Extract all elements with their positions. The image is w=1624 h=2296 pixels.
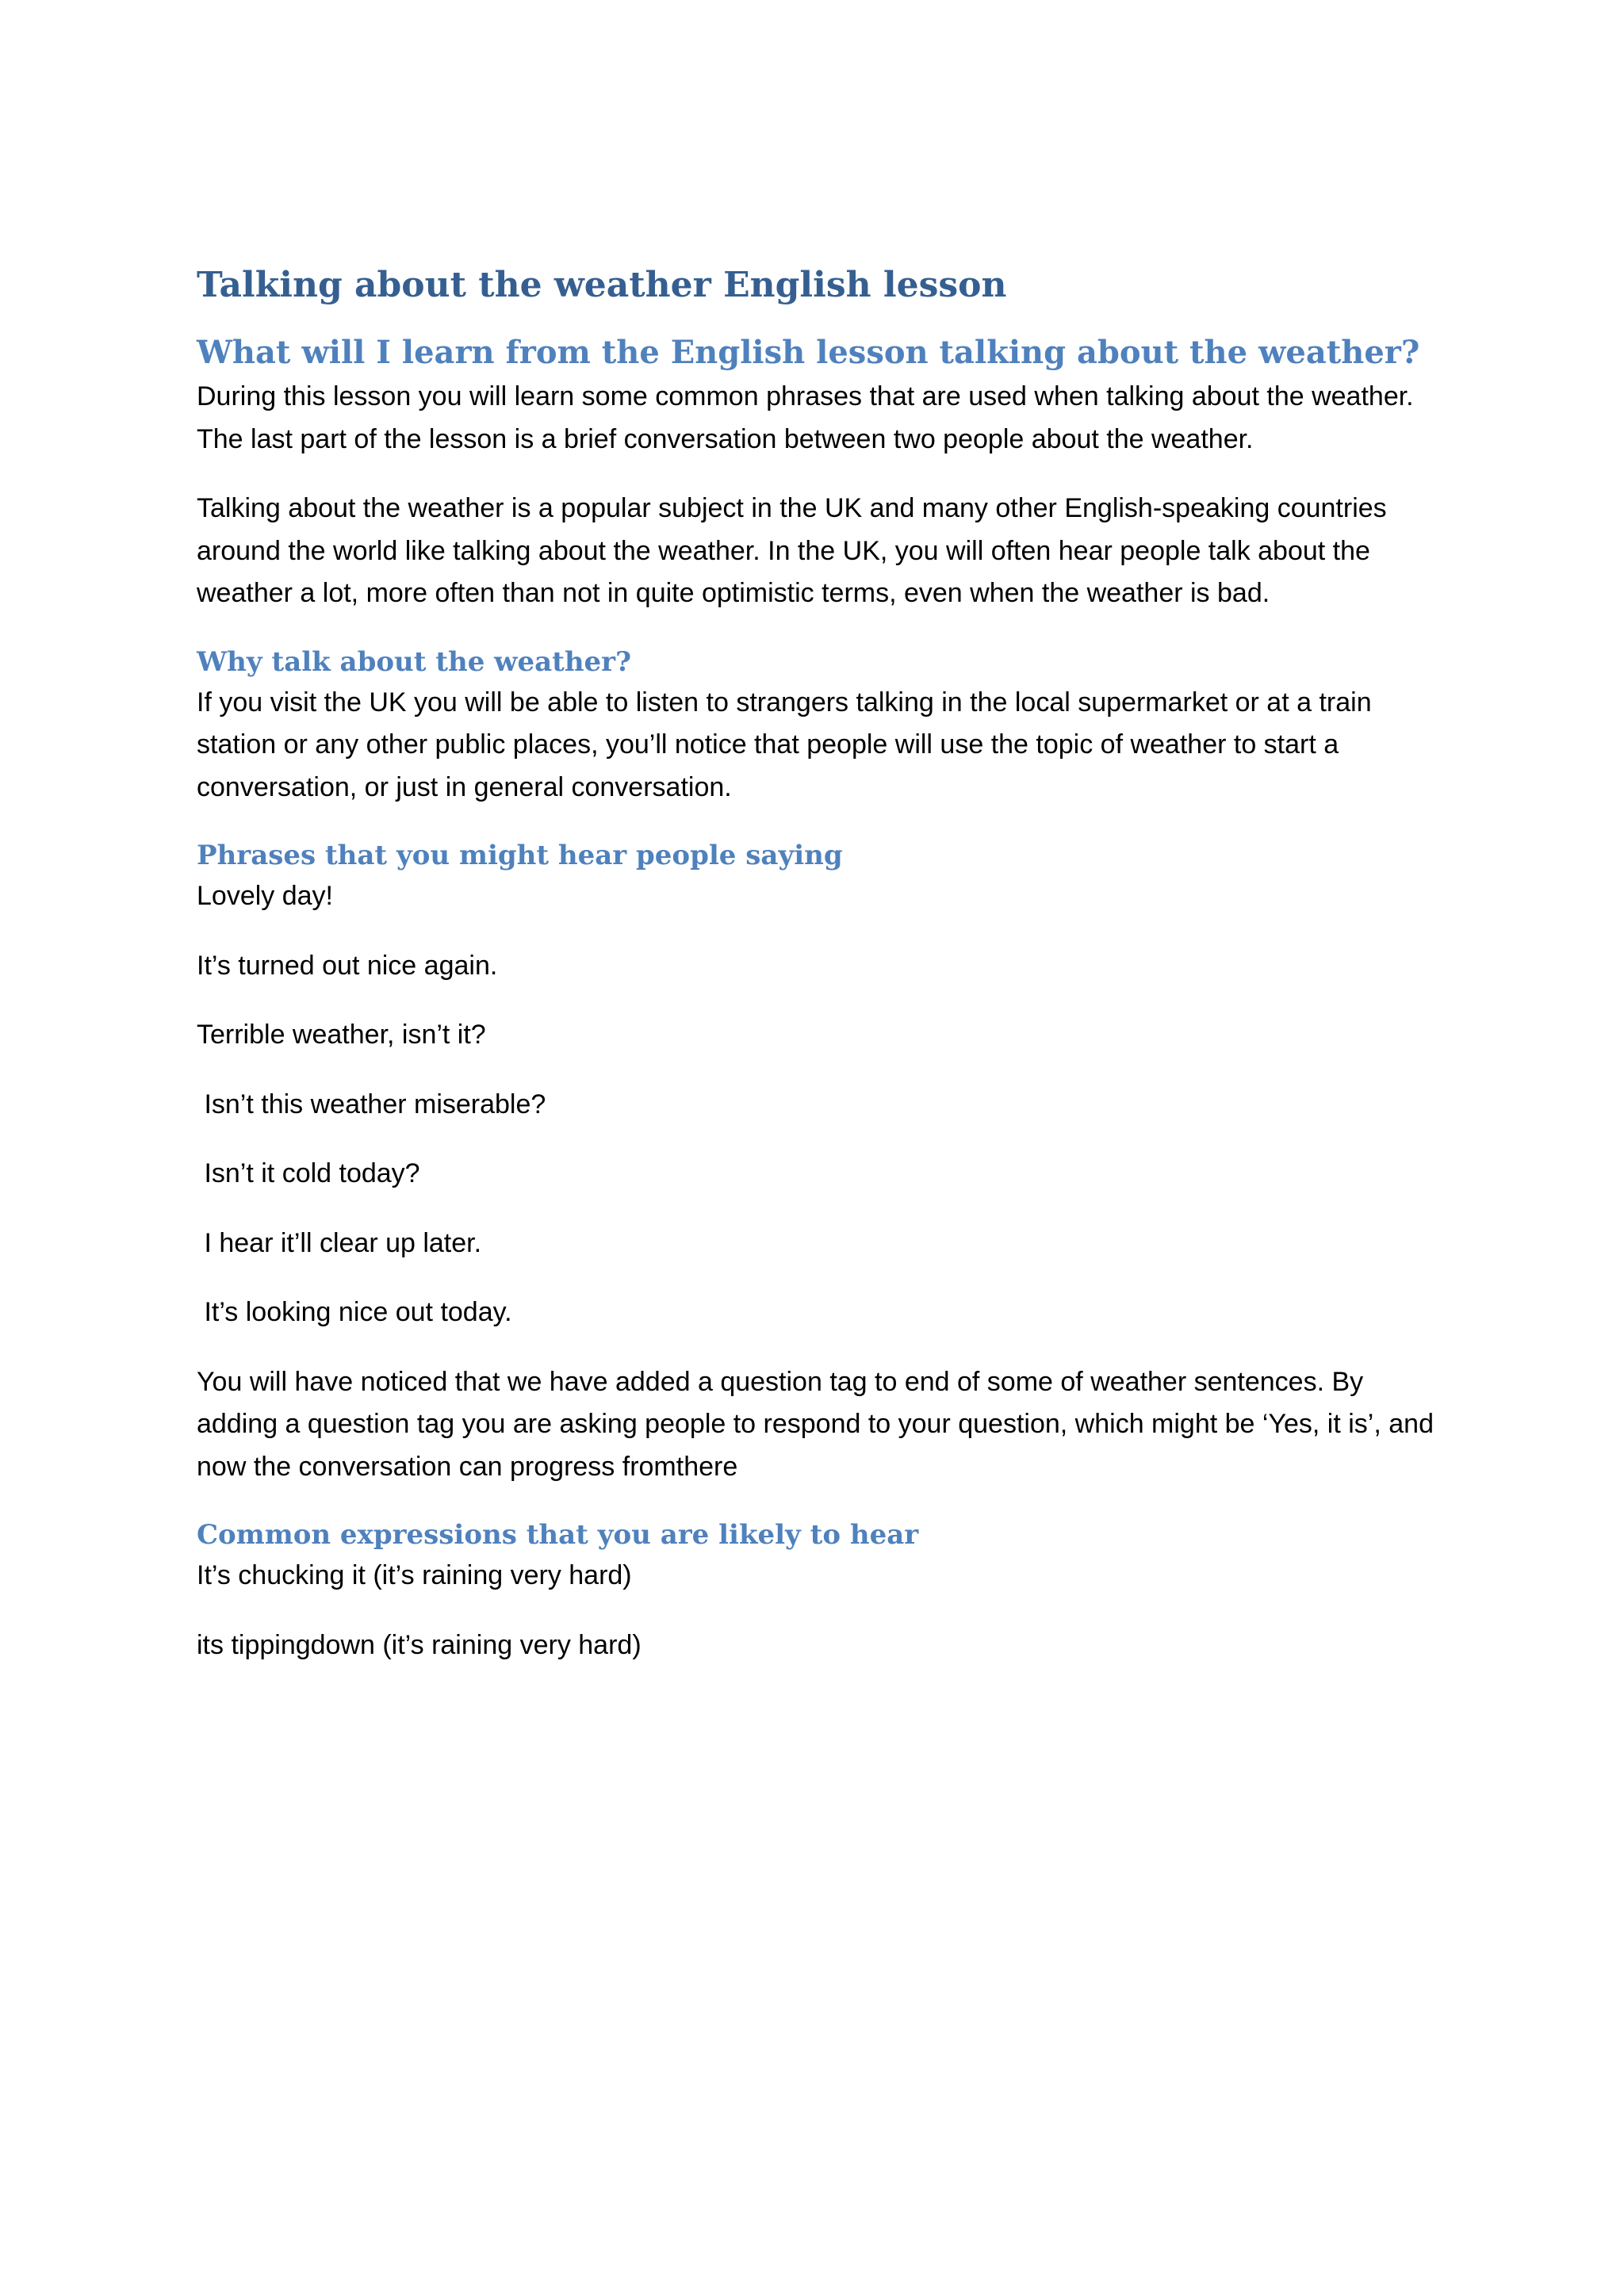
section-phrases	[197, 836, 1450, 1488]
expression-item: its tippingdown (it’s raining very hard)	[197, 1629, 642, 1660]
phrase-item: It’s looking nice out today.	[197, 1297, 512, 1327]
section-heading: Phrases that you might hear people saying	[197, 840, 843, 871]
phrase-item: Isn’t it cold today?	[197, 1158, 420, 1188]
section-what-will-i-learn	[197, 330, 1450, 615]
paragraph: Talking about the weather is a popular subject in the UK and many other English-speaking countries around the world like talking about the weather. In the UK, you will often hear people talk about the weather a lot, more often than not in quite optimistic terms, even when the weather is bad.	[197, 493, 1387, 608]
section-common-expressions	[197, 1515, 1450, 1667]
paragraph: During this lesson you will learn some common phrases that are used when talking about the weather. The last part of the lesson is a brief conversation between two people about the weather.	[197, 381, 1414, 454]
paragraph: You will have noticed that we have added a question tag to end of some of weather sentences. By adding a question tag you are asking people to respond to your question, which might be ‘Yes, it is’, and now the conversation can progress fromthere	[197, 1366, 1434, 1482]
section-heading: Why talk about the weather?	[197, 645, 632, 678]
expression-item: It’s chucking it (it’s raining very hard)	[197, 1560, 632, 1590]
paragraph: If you visit the UK you will be able to listen to strangers talking in the local supermarket or at a train station or any other public places, you’ll notice that people will use the topic of weather to start a conversation, or just in general conversation.	[197, 687, 1372, 802]
document-title: Talking about the weather English lesson	[197, 265, 1007, 305]
section-why-talk	[197, 642, 1450, 809]
document-page	[197, 258, 1450, 1693]
section-heading: Common expressions that you are likely to hear	[197, 1519, 919, 1551]
phrase-item: I hear it’ll clear up later.	[197, 1227, 482, 1258]
phrase-item: Lovely day!	[197, 881, 333, 911]
phrase-item: It’s turned out nice again.	[197, 950, 498, 981]
section-heading: What will I learn from the English lesson talking about the weather?	[197, 334, 1420, 371]
phrase-item: Isn’t this weather miserable?	[197, 1089, 546, 1119]
phrase-item: Terrible weather, isn’t it?	[197, 1020, 486, 1050]
